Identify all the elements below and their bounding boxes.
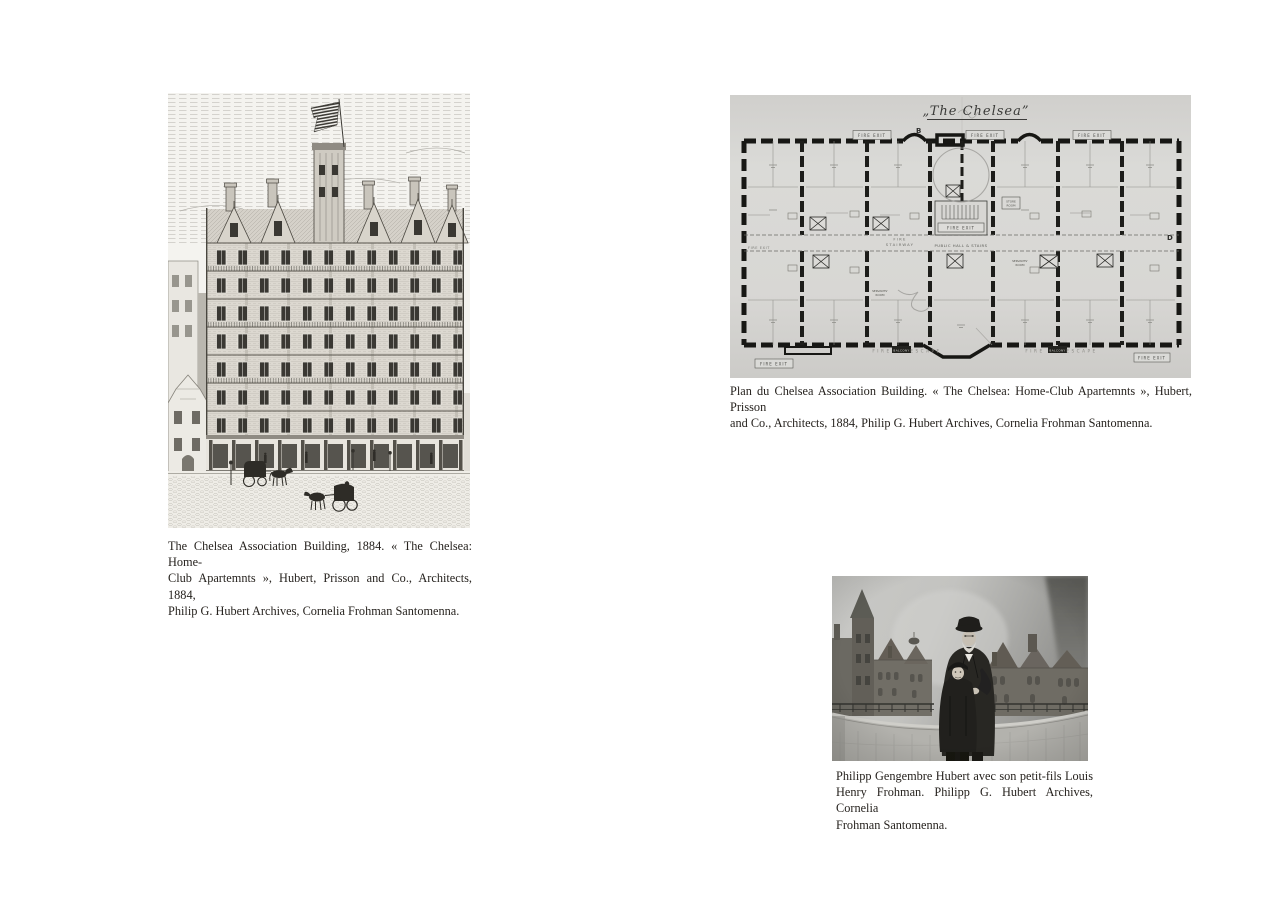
svg-text:FIRE EXIT: FIRE EXIT (1138, 355, 1166, 361)
chelsea-engraving-figure (168, 93, 470, 528)
public-hall-label: PUBLIC HALL & STAIRS (934, 243, 988, 248)
caption-line: Club Apartemnts », Hubert, Prisson and Co., Architects, 1884, (168, 571, 472, 602)
plan-title: „The Chelsea” (922, 104, 1030, 119)
svg-text:ROOM: ROOM (1015, 263, 1025, 267)
svg-text:STORE: STORE (1006, 199, 1016, 204)
plan-caption (730, 383, 1192, 432)
svg-text:ESCAPE: ESCAPE (910, 348, 942, 354)
photo-caption (836, 768, 1093, 833)
caption-line: The Chelsea Association Building, 1884. « The Chelsea: Home- (168, 539, 472, 570)
caption-line: Philipp Gengembre Hubert avec son petit-fils Louis (836, 769, 1093, 783)
chelsea-engraving-image (168, 93, 470, 528)
svg-text:SERVANTS': SERVANTS' (1012, 259, 1028, 263)
fire-exit-label: FIRE EXIT (971, 133, 999, 138)
fire-stairway-label: STAIRWAY (885, 242, 915, 247)
caption-line: Plan du Chelsea Association Building. « The Chelsea: Home-Club Apartemnts », Hubert, Prisson (730, 384, 1192, 415)
fire-exit-label: FIRE EXIT (858, 133, 886, 138)
caption-line: and Co., Architects, 1884, Philip G. Hubert Archives, Cornelia Frohman Santomenna. (730, 416, 1153, 431)
hubert-photo-image (832, 576, 1088, 761)
fire-exit-label: FIRE EXIT (1078, 133, 1106, 138)
svg-text:FIRE: FIRE (872, 348, 892, 354)
fire-stairway-label: FIRE (893, 236, 907, 242)
plan-marker-b: B (916, 127, 922, 135)
hubert-photo-figure (832, 576, 1088, 761)
floor-plan-image (730, 95, 1191, 378)
caption-line: Frohman Santomenna. (836, 817, 948, 832)
svg-text:ROOM: ROOM (875, 293, 885, 297)
svg-text:ESCAPE: ESCAPE (1066, 348, 1098, 354)
fire-exit-label: FIRE EXIT (947, 225, 975, 231)
svg-text:BALCONY: BALCONY (893, 348, 910, 353)
svg-text:FIRE EXIT: FIRE EXIT (760, 361, 788, 367)
central-tower (312, 143, 346, 245)
svg-text:BALCONY: BALCONY (1049, 348, 1066, 353)
svg-text:FIRE: FIRE (1025, 348, 1045, 354)
floor-plan-figure (730, 95, 1191, 378)
plan-title-block (922, 104, 1029, 120)
photo-vignette (832, 576, 1088, 761)
plan-marker-d: D (1167, 234, 1173, 242)
engraving-caption (168, 538, 472, 619)
caption-line: Henry Frohman. Philipp G. Hubert Archives, Cornelia (836, 785, 1093, 816)
svg-text:SERVANTS': SERVANTS' (872, 289, 888, 293)
caption-line: Philip G. Hubert Archives, Cornelia Frohman Santomenna. (168, 603, 460, 618)
svg-text:ROOM: ROOM (1006, 203, 1016, 208)
window-grid (212, 243, 462, 435)
fire-exit-label: FIRE EXIT (748, 246, 770, 250)
